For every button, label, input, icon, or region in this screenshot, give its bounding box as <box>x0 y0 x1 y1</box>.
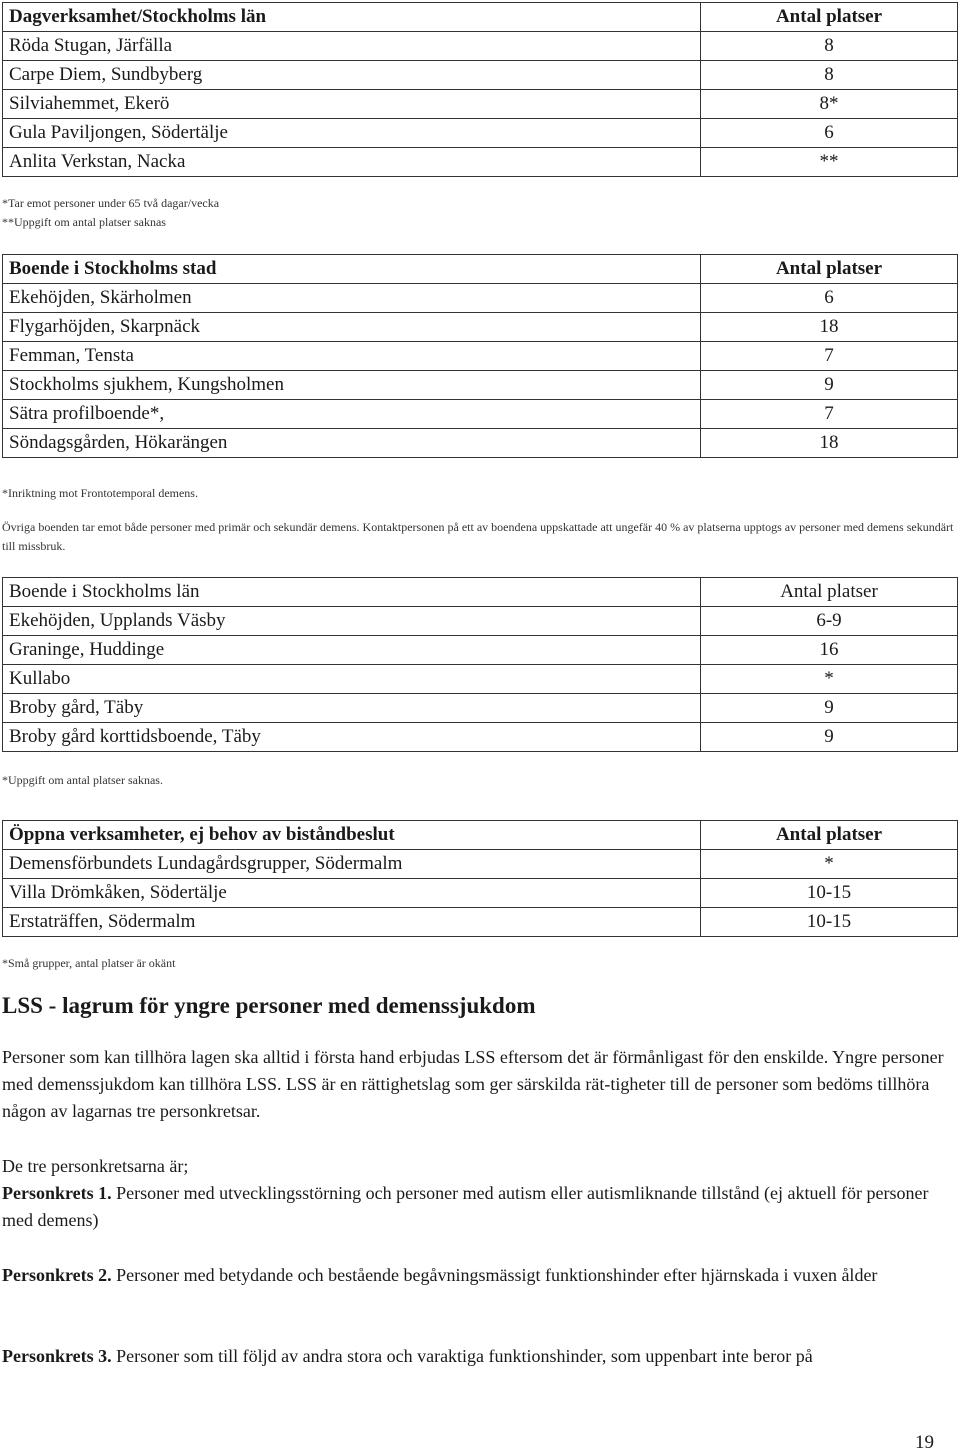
row-places: 10-15 <box>701 879 958 908</box>
row-name: Sätra profilboende*, <box>3 400 701 429</box>
personkrets-label: Personkrets 3. <box>2 1346 112 1366</box>
row-name: Silviahemmet, Ekerö <box>3 90 701 119</box>
row-places: 6-9 <box>701 607 958 636</box>
row-places: 10-15 <box>701 908 958 937</box>
row-name: Söndagsgården, Hökarängen <box>3 429 701 458</box>
table-row <box>3 313 958 342</box>
row-places: 9 <box>701 723 958 752</box>
row-places: 7 <box>701 342 958 371</box>
table-row <box>3 32 958 61</box>
table-row <box>3 119 958 148</box>
personkrets-text: Personer som till följd av andra stora och varaktiga funktionshinder, som uppenbart inte beror på <box>111 1346 813 1366</box>
table-header <box>3 255 958 284</box>
header-places: Antal platser <box>701 3 958 32</box>
row-places: 18 <box>701 313 958 342</box>
row-places: * <box>701 665 958 694</box>
table-row <box>3 371 958 400</box>
row-places: 9 <box>701 371 958 400</box>
row-places: 8 <box>701 61 958 90</box>
row-places: ** <box>701 148 958 177</box>
row-name: Anlita Verkstan, Nacka <box>3 148 701 177</box>
table-dagverksamhet <box>2 2 958 177</box>
table-row <box>3 429 958 458</box>
table-row <box>3 148 958 177</box>
row-name: Ekehöjden, Skärholmen <box>3 284 701 313</box>
row-name: Erstaträffen, Södermalm <box>3 908 701 937</box>
personkrets-text: Personer med utvecklingsstörning och personer med autism eller autismliknande tillstånd (ej aktuell för personer med demens) <box>2 1183 929 1230</box>
header-name: Boende i Stockholms stad <box>3 255 701 284</box>
table-header <box>3 821 958 850</box>
footnote: *Tar emot personer under 65 två dagar/vecka <box>2 196 220 210</box>
table-row <box>3 400 958 429</box>
row-places: 6 <box>701 284 958 313</box>
row-name: Ekehöjden, Upplands Väsby <box>3 607 701 636</box>
personkrets-3 <box>2 1343 956 1370</box>
table-row <box>3 879 958 908</box>
table-row <box>3 284 958 313</box>
footnote: *Små grupper, antal platser är okänt <box>2 956 176 970</box>
info-paragraph: Övriga boenden tar emot både personer med primär och sekundär demens. Kontaktpersonen på ett av boendena uppskattade att ungefär 40 % av platserna upptogs av personer med demens sekundärt till missbruk. <box>2 520 954 553</box>
row-places: 7 <box>701 400 958 429</box>
row-name: Graninge, Huddinge <box>3 636 701 665</box>
table-row <box>3 61 958 90</box>
row-name: Carpe Diem, Sundbyberg <box>3 61 701 90</box>
table-row <box>3 636 958 665</box>
table-row <box>3 90 958 119</box>
personkrets-2 <box>2 1262 956 1289</box>
row-places: * <box>701 850 958 879</box>
lss-intro: Personer som kan tillhöra lagen ska alltid i första hand erbjudas LSS eftersom det är förmånligast för den enskilde. Yngre personer med demenssjukdom kan tillhöra LSS. LSS är en rättighetslag som ger särskilda rät-tigheter till de personer som bedöms tillhöra någon av lagarnas tre personkretsar. <box>2 1047 944 1121</box>
personkrets-1 <box>2 1180 956 1234</box>
table-row <box>3 665 958 694</box>
header-places: Antal platser <box>701 821 958 850</box>
row-places: 8 <box>701 32 958 61</box>
row-name: Flygarhöjden, Skarpnäck <box>3 313 701 342</box>
row-name: Kullabo <box>3 665 701 694</box>
row-places: 8* <box>701 90 958 119</box>
table-oppna-verksamheter <box>2 820 958 937</box>
header-name: Öppna verksamheter, ej behov av biståndbeslut <box>3 821 701 850</box>
table-boende-lan <box>2 577 958 752</box>
header-places: Antal platser <box>701 255 958 284</box>
row-name: Villa Drömkåken, Södertälje <box>3 879 701 908</box>
row-places: 6 <box>701 119 958 148</box>
table-row <box>3 908 958 937</box>
personkrets-label: Personkrets 2. <box>2 1265 112 1285</box>
footnote: **Uppgift om antal platser saknas <box>2 215 166 229</box>
header-name: Dagverksamhet/Stockholms län <box>3 3 701 32</box>
table-row <box>3 850 958 879</box>
row-places: 16 <box>701 636 958 665</box>
table-header <box>3 3 958 32</box>
table-row <box>3 694 958 723</box>
section-heading: LSS - lagrum för yngre personer med demenssjukdom <box>2 993 536 1018</box>
header-places: Antal platser <box>701 578 958 607</box>
row-name: Femman, Tensta <box>3 342 701 371</box>
table-header <box>3 578 958 607</box>
header-name: Boende i Stockholms län <box>3 578 701 607</box>
row-name: Broby gård, Täby <box>3 694 701 723</box>
personkrets-text: Personer med betydande och bestående begåvningsmässigt funktionshinder efter hjärnskada i vuxen ålder <box>111 1265 878 1285</box>
table-row <box>3 607 958 636</box>
table-row <box>3 342 958 371</box>
row-name: Stockholms sjukhem, Kungsholmen <box>3 371 701 400</box>
row-name: Gula Paviljongen, Södertälje <box>3 119 701 148</box>
row-name: Demensförbundets Lundagårdsgrupper, Södermalm <box>3 850 701 879</box>
table-row <box>3 723 958 752</box>
row-places: 18 <box>701 429 958 458</box>
footnote: *Uppgift om antal platser saknas. <box>2 773 163 787</box>
lss-lead: De tre personkretsarna är; <box>2 1156 189 1176</box>
table-boende-stad <box>2 254 958 458</box>
footnote: *Inriktning mot Frontotemporal demens. <box>2 486 198 500</box>
row-places: 9 <box>701 694 958 723</box>
page-number: 19 <box>915 1432 934 1453</box>
row-name: Röda Stugan, Järfälla <box>3 32 701 61</box>
row-name: Broby gård korttidsboende, Täby <box>3 723 701 752</box>
personkrets-label: Personkrets 1. <box>2 1183 112 1203</box>
